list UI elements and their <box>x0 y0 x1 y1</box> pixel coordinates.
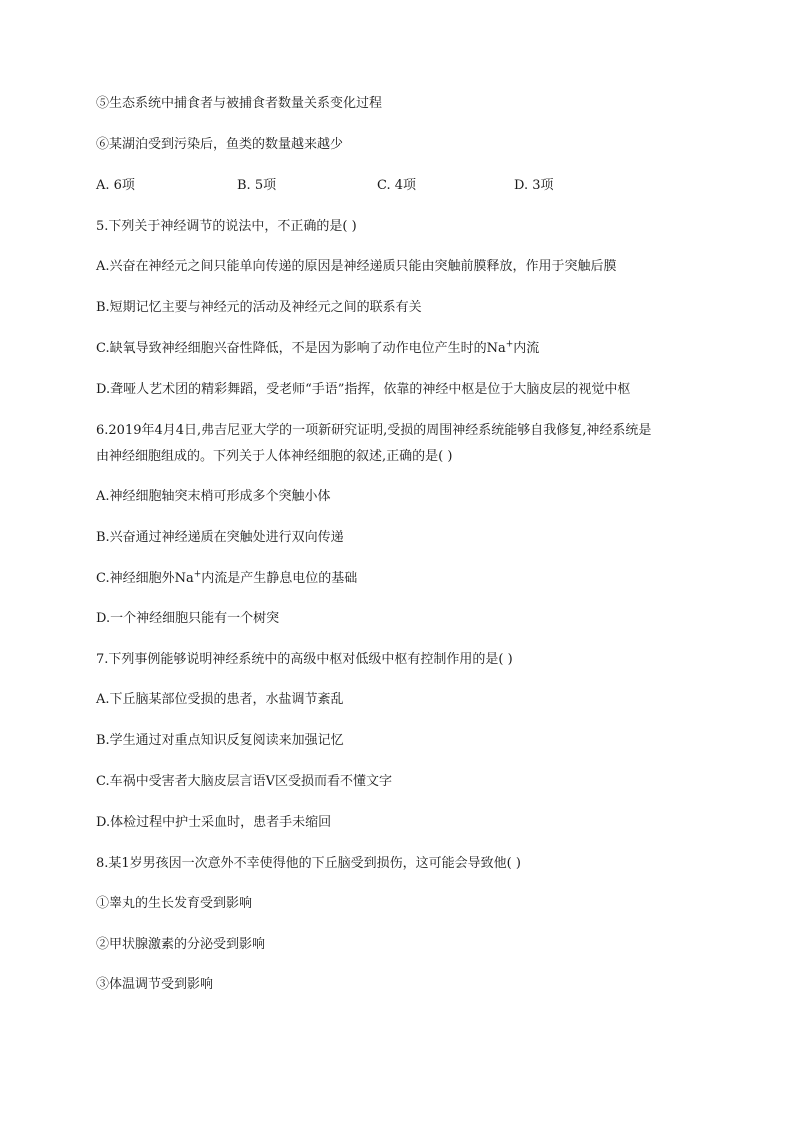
q5-stem: 5.下列关于神经调节的说法中，不正确的是( ) <box>96 219 357 234</box>
q4-item-5: ⑤生态系统中捕食者与被捕食者数量关系变化过程 <box>96 96 383 111</box>
q6-option-d: D.一个神经细胞只能有一个树突 <box>96 611 280 626</box>
q4-options <box>96 176 696 196</box>
q5-option-d: D.聋哑人艺术团的精彩舞蹈，受老师“手语”指挥，依靠的神经中枢是位于大脑皮层的视觉中枢 <box>96 382 631 397</box>
q6-option-b: B.兴奋通过神经递质在突触处进行双向传递 <box>96 530 344 545</box>
q7-option-a: A.下丘脑某部位受损的患者，水盐调节紊乱 <box>96 692 344 707</box>
q6-option-c <box>96 569 357 589</box>
q8-item-1: ①睾丸的生长发育受到影响 <box>96 896 253 911</box>
q4-option-c: C. 4项 <box>377 178 417 193</box>
q6-option-a: A.神经细胞轴突末梢可形成多个突触小体 <box>96 489 331 504</box>
q5-option-b: B.短期记忆主要与神经元的活动及神经元之间的联系有关 <box>96 300 422 315</box>
q4-item-6: ⑥某湖泊受到污染后，鱼类的数量越来越少 <box>96 137 344 152</box>
q6-stem-line-1: 6.2019年4月4日,弗吉尼亚大学的一项新研究证明,受损的周围神经系统能够自我修复,神经系统是 <box>96 423 652 438</box>
q6-option-c-tail: 内流是产生静息电位的基础 <box>201 571 358 586</box>
q8-item-2: ②甲状腺激素的分泌受到影响 <box>96 937 266 952</box>
q5-option-c <box>96 339 539 359</box>
q8-stem: 8.某1岁男孩因一次意外不幸使得他的下丘脑受到损伤，这可能会导致他( ) <box>96 856 521 871</box>
q6-option-c-text: C.神经细胞外Na <box>96 571 194 586</box>
q5-option-c-text: C.缺氧导致神经细胞兴奋性降低，不是因为影响了动作电位产生时的Na <box>96 341 506 356</box>
q7-option-b: B.学生通过对重点知识反复阅读来加强记忆 <box>96 733 344 748</box>
q6-option-c-superscript: + <box>193 569 202 580</box>
q5-option-a: A.兴奋在神经元之间只能单向传递的原因是神经递质只能由突触前膜释放，作用于突触后膜 <box>96 259 617 274</box>
q7-option-d: D.体检过程中护士采血时，患者手未缩回 <box>96 815 332 830</box>
q7-stem: 7.下列事例能够说明神经系统中的高级中枢对低级中枢有控制作用的是( ) <box>96 652 513 667</box>
q4-option-a: A. 6项 <box>96 178 135 193</box>
q6-stem-line-2: 由神经细胞组成的。下列关于人体神经细胞的叙述,正确的是( ) <box>96 449 453 464</box>
q8-item-3: ③体温调节受到影响 <box>96 977 214 992</box>
q4-option-b: B. 5项 <box>237 178 277 193</box>
q4-option-d: D. 3项 <box>514 178 554 193</box>
q5-option-c-superscript: + <box>505 339 514 350</box>
q5-option-c-tail: 内流 <box>513 341 540 356</box>
q7-option-c: C.车祸中受害者大脑皮层言语V区受损而看不懂文字 <box>96 774 393 789</box>
